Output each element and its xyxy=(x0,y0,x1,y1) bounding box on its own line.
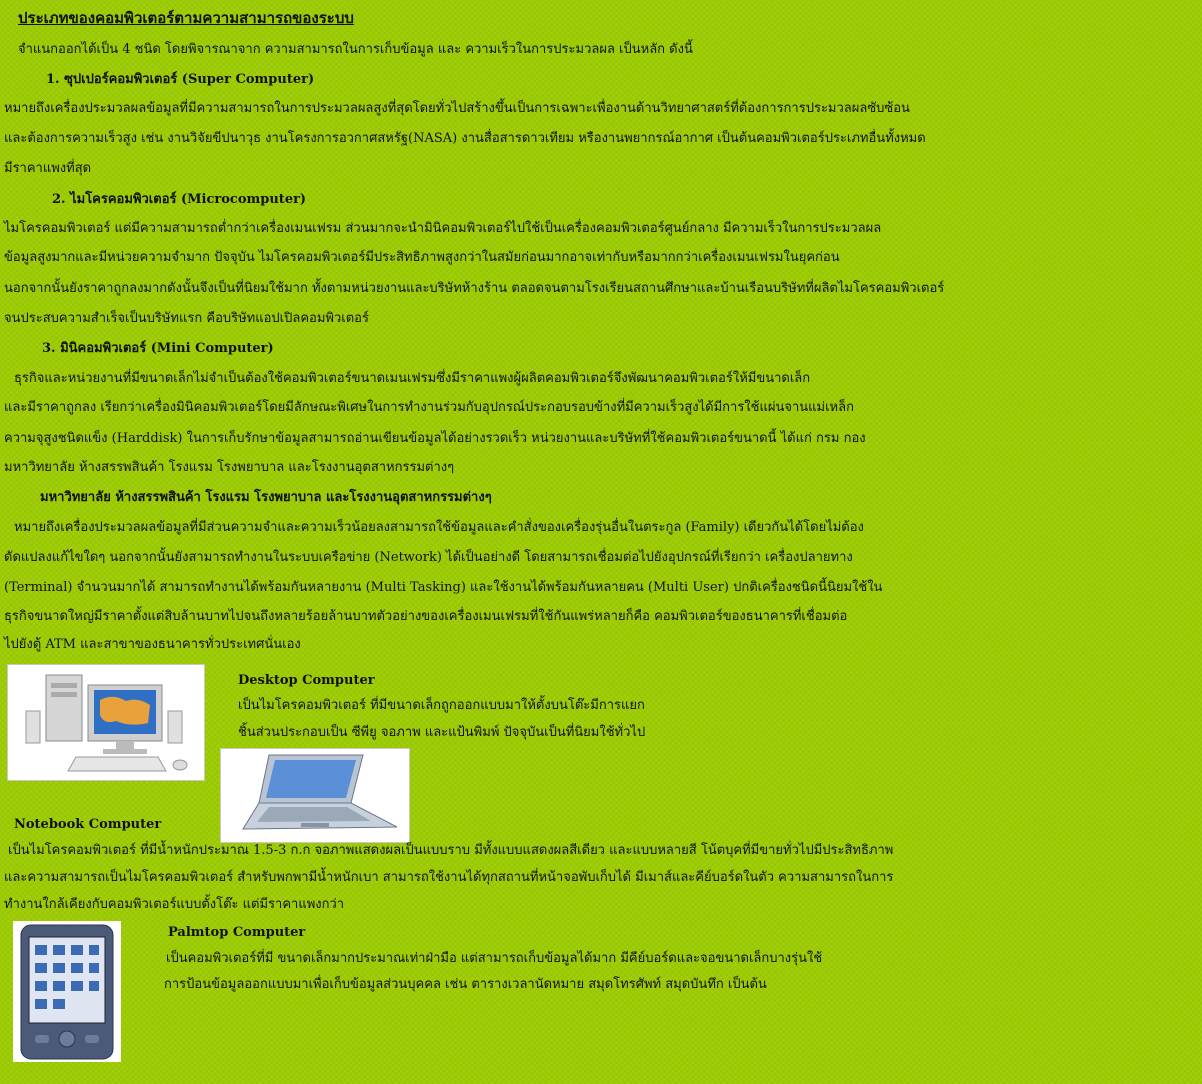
paragraph-line: นอกจากนั้นยังราคาถูกลงมากดังนั้นจึงเป็นที่นิยมใช้มาก ทั้งตามหน่วยงานและบริษัทห้างร้าน ตลอดจนตามโรงเรียนสถานศึกษาและบ้านเรือนบริษัทที่ผลิตไมโครคอมพิวเตอร์ xyxy=(4,281,945,296)
minicomputer-heading: 3. มินิคอมพิวเตอร์ (Mini Computer) xyxy=(42,341,274,356)
paragraph-line: ธุรกิจขนาดใหญ่มีราคาตั้งแต่สิบล้านบาทไปจนถึงหลายร้อยล้านบาทตัวอย่างของเครื่องเมนเฟรมที่ใช้กันแพร่หลายก็คือ คอมพิวเตอร์ของธนาคารที่เชื่อมต่อ xyxy=(4,609,848,624)
paragraph-line: หมายถึงเครื่องประมวลผลข้อมูลที่มีส่วนความจำและความเร็วน้อยลงสามารถใช้ข้อมูลและคำสั่งของเครื่องรุ่นอื่นในตระกูล (Family) เดียวกันได้โดยไม่ต้อง xyxy=(14,520,864,535)
paragraph-line: ไปยังตู้ ATM และสาขาของธนาคารทั่วประเทศนั่นเอง xyxy=(4,637,301,652)
paragraph-line: ความจุสูงชนิดแข็ง (Harddisk) ในการเก็บรักษาข้อมูลสามารถอ่านเขียนข้อมูลได้อย่างรวดเร็ว หน่วยงานและบริษัทที่ใช้คอมพิวเตอร์ขนาดนี้ ได้แก่ กรม กอง xyxy=(4,431,866,446)
desktop-heading: Desktop Computer xyxy=(238,673,375,688)
paragraph-line: และความสามารถเป็นไมโครคอมพิวเตอร์ สำหรับพกพามีน้ำหนักเบา สามารถใช้งานได้ทุกสถานที่หน้าจอพับเก็บได้ มีเมาส์และคีย์บอร์ดในตัว ความสามารถในการ xyxy=(4,870,894,885)
paragraph-line: หมายถึงเครื่องประมวลผลข้อมูลที่มีความสามารถในการประมวลผลสูงที่สุดโดยทั่วไปสร้างขึ้นเป็นการเฉพาะเพื่องานด้านวิทยาศาสตร์ที่ต้องการการประมวลผลซับซ้อน xyxy=(4,101,910,116)
paragraph-line: การป้อนข้อมูลออกแบบมาเพื่อเก็บข้อมูลส่วนบุคคล เช่น ตารางเวลานัดหมาย สมุดโทรศัพท์ สมุดบันทึก เป็นต้น xyxy=(164,977,767,992)
paragraph-line: และมีราคาถูกลง เรียกว่าเครื่องมินิคอมพิวเตอร์โดยมีลักษณะพิเศษในการทำงานร่วมกับอุปกรณ์ประกอบรอบข้างที่มีความเร็วสูงได้มีการใช้แผ่นจานแม่เหล็ก xyxy=(4,400,854,415)
palmtop-heading: Palmtop Computer xyxy=(168,925,306,940)
paragraph-line: ธุรกิจและหน่วยงานที่มีขนาดเล็กไม่จำเป็นต้องใช้คอมพิวเตอร์ขนาดเมนเฟรมซึ่งมีราคาแพงผู้ผลิตคอมพิวเตอร์จึงพัฒนาคอมพิวเตอร์ให้มีขนาดเล็ก xyxy=(14,371,811,386)
microcomputer-heading: 2. ไมโครคอมพิวเตอร์ (Microcomputer) xyxy=(52,192,307,207)
paragraph-line: ดัดแปลงแก้ไขใดๆ นอกจากนั้นยังสามารถทำงานในระบบเครือข่าย (Network) ได้เป็นอย่างดี โดยสามารถเชื่อมต่อไปยังอุปกรณ์ที่เรียกว่า เครื่องปลายทาง xyxy=(4,550,853,565)
paragraph-line: ข้อมูลสูงมากและมีหน่วยความจำมาก ปัจจุบัน ไมโครคอมพิวเตอร์มีประสิทธิภาพสูงกว่าในสมัยก่อนมากอาจเท่ากับหรือมากกว่าเครื่องเมนเฟรมในยุคก่อน xyxy=(4,250,840,265)
palmtop-computer-image xyxy=(13,921,121,1062)
paragraph-line: ไมโครคอมพิวเตอร์ แต่มีความสามารถต่ำกว่าเครื่องเมนเฟรม ส่วนมากจะนำมินิคอมพิวเตอร์ไปใช้เป็นเครื่องคอมพิวเตอร์ศูนย์กลาง มีความเร็วในการประมวลผล xyxy=(4,221,882,236)
paragraph-line: มหาวิทยาลัย ห้างสรรพสินค้า โรงแรม โรงพยาบาล และโรงงานอุตสาหกรรมต่างๆ xyxy=(4,460,455,475)
paragraph-line: และต้องการความเร็วสูง เช่น งานวิจัยขีปนาวุธ งานโครงการอวกาศสหรัฐ(NASA) งานสื่อสารดาวเทียม หรืองานพยากรณ์อากาศ เป็นต้นคอมพิวเตอร์ประเภทอื่นทั้งหมด xyxy=(4,131,926,146)
paragraph-line: (Terminal) จำนวนมากได้ สามารถทำงานได้พร้อมกันหลายงาน (Multi Tasking) และใช้งานได้พร้อมกันหลายคน (Multi User) ปกติเครื่องชนิดนี้นิยมใช้ใน xyxy=(4,580,883,595)
paragraph-line: เป็นไมโครคอมพิวเตอร์ ที่มีน้ำหนักประมาณ 1.5-3 ก.ก จอภาพแสดงผลเป็นแบบราบ มีทั้งแบบแสดงผลสีเดียว และแบบหลายสี โน้ตบุคที่มีขายทั่วไปมีประสิทธิภาพ xyxy=(8,843,894,858)
paragraph-line: เป็นคอมพิวเตอร์ที่มี ขนาดเล็กมากประมาณเท่าฝ่ามือ แต่สามารถเก็บข้อมูลได้มาก มีคีย์บอร์ดและจอขนาดเล็กบางรุ่นใช้ xyxy=(166,951,823,966)
supercomputer-heading: 1. ซุปเปอร์คอมพิวเตอร์ (Super Computer) xyxy=(46,72,315,87)
desktop-computer-image xyxy=(7,664,205,781)
paragraph-line: ชิ้นส่วนประกอบเป็น ซีพียู จอภาพ และแป้นพิมพ์ ปัจจุบันเป็นที่นิยมใช้ทั่วไป xyxy=(238,725,646,740)
page-title: ประเภทของคอมพิวเตอร์ตามความสามารถของระบบ xyxy=(18,9,354,27)
notebook-computer-image xyxy=(220,748,410,843)
paragraph-line: ทำงานใกล้เคียงกับคอมพิวเตอร์แบบตั้งโต๊ะ แต่มีราคาแพงกว่า xyxy=(4,897,345,912)
notebook-heading: Notebook Computer xyxy=(14,817,162,832)
intro-text: จำแนกออกได้เป็น 4 ชนิด โดยพิจารณาจาก ความสามารถในการเก็บข้อมูล และ ความเร็วในการประมวลผล เป็นหลัก ดังนี้ xyxy=(18,42,693,57)
paragraph-line: จนประสบความสำเร็จเป็นบริษัทแรก คือบริษัทแอปเปิลคอมพิวเตอร์ xyxy=(4,311,369,326)
mainframe-heading: มหาวิทยาลัย ห้างสรรพสินค้า โรงแรม โรงพยาบาล และโรงงานอุตสาหกรรมต่างๆ xyxy=(40,490,492,505)
paragraph-line: มีราคาแพงที่สุด xyxy=(4,161,92,176)
paragraph-line: เป็นไมโครคอมพิวเตอร์ ที่มีขนาดเล็กถูกออกแบบมาให้ตั้งบนโต๊ะมีการแยก xyxy=(238,698,645,713)
